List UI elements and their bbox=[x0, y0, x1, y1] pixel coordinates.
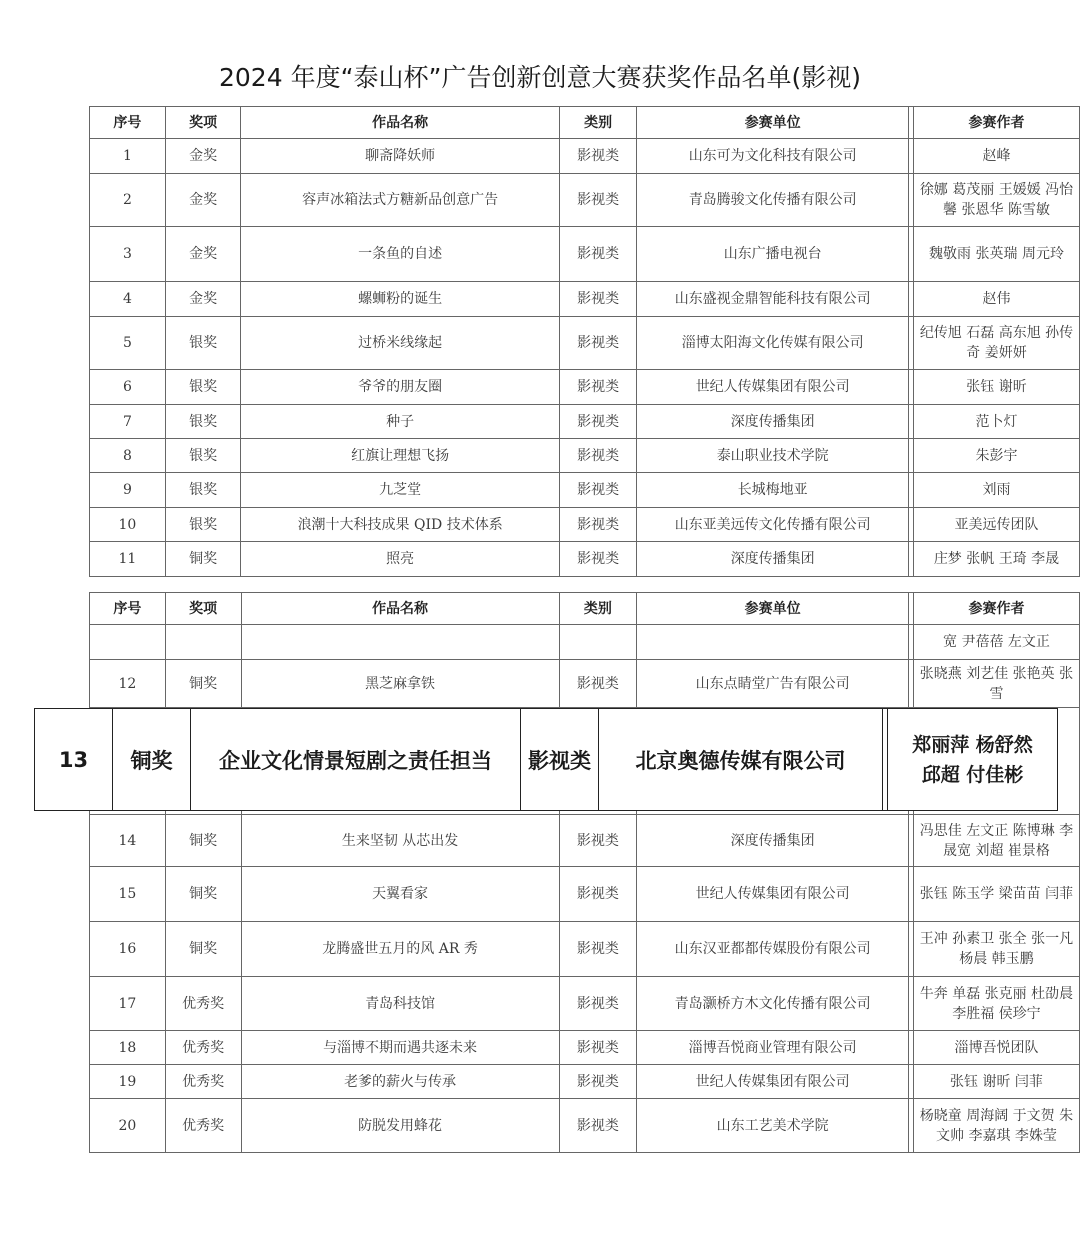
row-authors: 亚美远传团队 bbox=[914, 508, 1080, 542]
row-work: 与淄博不期而遇共逐未来 bbox=[241, 1031, 559, 1065]
row-index: 14 bbox=[90, 815, 166, 867]
row-work: 螺蛳粉的诞生 bbox=[241, 282, 559, 317]
row-org: 山东点睛堂广告有限公司 bbox=[637, 660, 909, 708]
table-row bbox=[90, 1065, 1080, 1099]
row-index: 16 bbox=[90, 922, 166, 977]
row-category: 影视类 bbox=[559, 977, 637, 1031]
table-row bbox=[90, 815, 1080, 867]
row-org: 山东盛视金鼎智能科技有限公司 bbox=[637, 282, 909, 317]
row-work: 过桥米线缘起 bbox=[241, 317, 559, 370]
row-category: 影视类 bbox=[559, 867, 637, 922]
row-authors: 杨晓童 周海阔 于文贺 朱文帅 李嘉琪 李姝莹 bbox=[913, 1099, 1079, 1153]
row-award: 优秀奖 bbox=[165, 977, 241, 1031]
row-authors: 宽 尹蓓蓓 左文正 bbox=[913, 625, 1079, 660]
row-work: 青岛科技馆 bbox=[241, 977, 559, 1031]
row-org: 山东工艺美术学院 bbox=[637, 1099, 909, 1153]
row-index: 9 bbox=[90, 473, 166, 508]
row-index: 20 bbox=[90, 1099, 166, 1153]
row-award: 银奖 bbox=[165, 405, 241, 439]
row-authors: 纪传旭 石磊 高东旭 孙传奇 姜妍妍 bbox=[914, 317, 1080, 370]
row-org: 世纪人传媒集团有限公司 bbox=[637, 1065, 909, 1099]
row-authors: 牛奔 单磊 张克丽 杜劭晨 李胜福 侯珍宁 bbox=[913, 977, 1079, 1031]
row-award: 铜奖 bbox=[165, 867, 241, 922]
row-index: 4 bbox=[90, 282, 166, 317]
row-authors: 淄博吾悦团队 bbox=[913, 1031, 1079, 1065]
row-work: 一条鱼的自述 bbox=[241, 227, 559, 282]
row-authors: 张钰 谢昕 bbox=[914, 370, 1080, 405]
row-category: 影视类 bbox=[559, 660, 637, 708]
highlighted-row-13 bbox=[34, 708, 1058, 811]
row-org: 山东广播电视台 bbox=[637, 227, 909, 282]
table-row bbox=[90, 370, 1080, 405]
row-category: 影视类 bbox=[559, 439, 637, 473]
header-index: 序号 bbox=[90, 107, 166, 139]
table-row bbox=[90, 1099, 1080, 1153]
row-authors: 赵峰 bbox=[914, 139, 1080, 174]
table-row bbox=[90, 282, 1080, 317]
empty-cell bbox=[559, 625, 637, 660]
row-award: 金奖 bbox=[165, 139, 241, 174]
row-work: 九芝堂 bbox=[241, 473, 559, 508]
row-award: 银奖 bbox=[165, 473, 241, 508]
row-org: 泰山职业技术学院 bbox=[637, 439, 909, 473]
row-work: 企业文化情景短剧之责任担当 bbox=[191, 709, 521, 810]
table-row bbox=[90, 405, 1080, 439]
row-index: 17 bbox=[90, 977, 166, 1031]
row-category: 影视类 bbox=[559, 174, 637, 227]
row-authors: 冯思佳 左文正 陈博琳 李晟宽 刘超 崔景格 bbox=[913, 815, 1079, 867]
row-org: 山东汉亚都都传媒股份有限公司 bbox=[637, 922, 909, 977]
row-category: 影视类 bbox=[559, 1065, 637, 1099]
table-row bbox=[90, 317, 1080, 370]
row-award: 铜奖 bbox=[165, 922, 241, 977]
row-index: 11 bbox=[90, 542, 166, 577]
awards-table-part1 bbox=[89, 106, 1080, 577]
empty-cell bbox=[241, 625, 559, 660]
row-work: 爷爷的朋友圈 bbox=[241, 370, 559, 405]
row-work: 种子 bbox=[241, 405, 559, 439]
table-row bbox=[90, 1031, 1080, 1065]
row-work: 龙腾盛世五月的风 AR 秀 bbox=[241, 922, 559, 977]
row-index: 13 bbox=[35, 709, 113, 810]
row-authors: 赵伟 bbox=[914, 282, 1080, 317]
row-award: 金奖 bbox=[165, 174, 241, 227]
row-award: 银奖 bbox=[165, 317, 241, 370]
row-authors: 庄梦 张帆 王琦 李晟 bbox=[914, 542, 1080, 577]
row-authors: 王冲 孙素卫 张全 张一凡 杨晨 韩玉鹏 bbox=[913, 922, 1079, 977]
row-category: 影视类 bbox=[559, 282, 637, 317]
row-index: 3 bbox=[90, 227, 166, 282]
row-category: 影视类 bbox=[559, 815, 637, 867]
table-row-continued bbox=[90, 625, 1080, 660]
row-category: 影视类 bbox=[521, 709, 599, 810]
row-org: 深度传播集团 bbox=[637, 815, 909, 867]
row-index: 1 bbox=[90, 139, 166, 174]
row-work: 红旗让理想飞扬 bbox=[241, 439, 559, 473]
row-authors: 徐娜 葛茂丽 王媛媛 冯怡馨 张恩华 陈雪敏 bbox=[914, 174, 1080, 227]
row-org: 淄博太阳海文化传媒有限公司 bbox=[637, 317, 909, 370]
row-work: 老爹的薪火与传承 bbox=[241, 1065, 559, 1099]
header-category: 类别 bbox=[559, 107, 637, 139]
row-authors: 张钰 谢昕 闫菲 bbox=[913, 1065, 1079, 1099]
header-work: 作品名称 bbox=[241, 593, 559, 625]
row-index: 15 bbox=[90, 867, 166, 922]
row-work: 天翼看家 bbox=[241, 867, 559, 922]
row-work: 生来坚韧 从芯出发 bbox=[241, 815, 559, 867]
table-row bbox=[90, 977, 1080, 1031]
row-index: 2 bbox=[90, 174, 166, 227]
row-award: 银奖 bbox=[165, 508, 241, 542]
awards-table-part2 bbox=[89, 592, 1080, 1153]
row-award: 优秀奖 bbox=[165, 1031, 241, 1065]
row-award: 铜奖 bbox=[165, 542, 241, 577]
table-row bbox=[90, 439, 1080, 473]
row-authors: 魏敬雨 张英瑞 周元玲 bbox=[914, 227, 1080, 282]
row-category: 影视类 bbox=[559, 1099, 637, 1153]
header-index: 序号 bbox=[90, 593, 166, 625]
row-org: 长城梅地亚 bbox=[637, 473, 909, 508]
document-title: 2024 年度“泰山杯”广告创新创意大赛获奖作品名单(影视) bbox=[219, 63, 861, 92]
row-category: 影视类 bbox=[559, 370, 637, 405]
table-row bbox=[90, 922, 1080, 977]
row-category: 影视类 bbox=[559, 1031, 637, 1065]
empty-cell bbox=[637, 625, 909, 660]
table-header-row bbox=[90, 107, 1080, 139]
row-award: 铜奖 bbox=[113, 709, 191, 810]
row-authors: 朱彭宇 bbox=[914, 439, 1080, 473]
row-org: 青岛灏桥方木文化传播有限公司 bbox=[637, 977, 909, 1031]
row-authors: 张钰 陈玉学 梁苗苗 闫菲 bbox=[913, 867, 1079, 922]
row-org: 深度传播集团 bbox=[637, 405, 909, 439]
header-work: 作品名称 bbox=[241, 107, 559, 139]
row-award: 银奖 bbox=[165, 439, 241, 473]
table-row bbox=[90, 473, 1080, 508]
header-org: 参赛单位 bbox=[637, 107, 909, 139]
header-category: 类别 bbox=[559, 593, 637, 625]
row-authors: 张晓燕 刘艺佳 张艳英 张雪 bbox=[913, 660, 1079, 708]
row-index: 6 bbox=[90, 370, 166, 405]
table-row bbox=[90, 542, 1080, 577]
row-award: 铜奖 bbox=[165, 815, 241, 867]
row-org: 山东亚美远传文化传播有限公司 bbox=[637, 508, 909, 542]
row-category: 影视类 bbox=[559, 227, 637, 282]
row-work: 容声冰箱法式方糖新品创意广告 bbox=[241, 174, 559, 227]
table-row bbox=[90, 867, 1080, 922]
row-org: 青岛腾骏文化传播有限公司 bbox=[637, 174, 909, 227]
row-category: 影视类 bbox=[559, 405, 637, 439]
row-authors: 刘雨 bbox=[914, 473, 1080, 508]
row-org: 淄博吾悦商业管理有限公司 bbox=[637, 1031, 909, 1065]
header-award: 奖项 bbox=[165, 593, 241, 625]
row-work: 防脱发用蜂花 bbox=[241, 1099, 559, 1153]
row-award: 金奖 bbox=[165, 227, 241, 282]
row-org: 北京奥德传媒有限公司 bbox=[599, 709, 883, 810]
row-index: 8 bbox=[90, 439, 166, 473]
header-authors: 参赛作者 bbox=[913, 593, 1079, 625]
authors-line-1: 郑丽萍 杨舒然 bbox=[912, 733, 1033, 756]
row-work: 照亮 bbox=[241, 542, 559, 577]
row-index: 10 bbox=[90, 508, 166, 542]
table-row bbox=[90, 139, 1080, 174]
row-org: 世纪人传媒集团有限公司 bbox=[637, 867, 909, 922]
row-work: 聊斋降妖师 bbox=[241, 139, 559, 174]
row-category: 影视类 bbox=[559, 473, 637, 508]
row-work: 黑芝麻拿铁 bbox=[241, 660, 559, 708]
table-row bbox=[90, 227, 1080, 282]
row-work: 浪潮十大科技成果 QID 技术体系 bbox=[241, 508, 559, 542]
row-index: 19 bbox=[90, 1065, 166, 1099]
header-award: 奖项 bbox=[165, 107, 241, 139]
header-org: 参赛单位 bbox=[637, 593, 909, 625]
row-award: 优秀奖 bbox=[165, 1099, 241, 1153]
row-index: 5 bbox=[90, 317, 166, 370]
empty-cell bbox=[165, 625, 241, 660]
row-category: 影视类 bbox=[559, 542, 637, 577]
row-award: 铜奖 bbox=[165, 660, 241, 708]
row-authors: 范卜灯 bbox=[914, 405, 1080, 439]
header-authors: 参赛作者 bbox=[914, 107, 1080, 139]
row-org: 世纪人传媒集团有限公司 bbox=[637, 370, 909, 405]
row-award: 银奖 bbox=[165, 370, 241, 405]
row-category: 影视类 bbox=[559, 508, 637, 542]
table-row bbox=[90, 508, 1080, 542]
table-header-row bbox=[90, 593, 1080, 625]
row-category: 影视类 bbox=[559, 139, 637, 174]
row-index: 12 bbox=[90, 660, 166, 708]
row-index: 7 bbox=[90, 405, 166, 439]
row-org: 山东可为文化科技有限公司 bbox=[637, 139, 909, 174]
empty-cell bbox=[90, 625, 166, 660]
row-authors bbox=[888, 709, 1057, 810]
authors-line-2: 邱超 付佳彬 bbox=[921, 763, 1024, 786]
row-award: 金奖 bbox=[165, 282, 241, 317]
row-category: 影视类 bbox=[559, 317, 637, 370]
row-index: 18 bbox=[90, 1031, 166, 1065]
row-org: 深度传播集团 bbox=[637, 542, 909, 577]
table-row bbox=[90, 174, 1080, 227]
table-row bbox=[90, 660, 1080, 708]
row-award: 优秀奖 bbox=[165, 1065, 241, 1099]
row-category: 影视类 bbox=[559, 922, 637, 977]
